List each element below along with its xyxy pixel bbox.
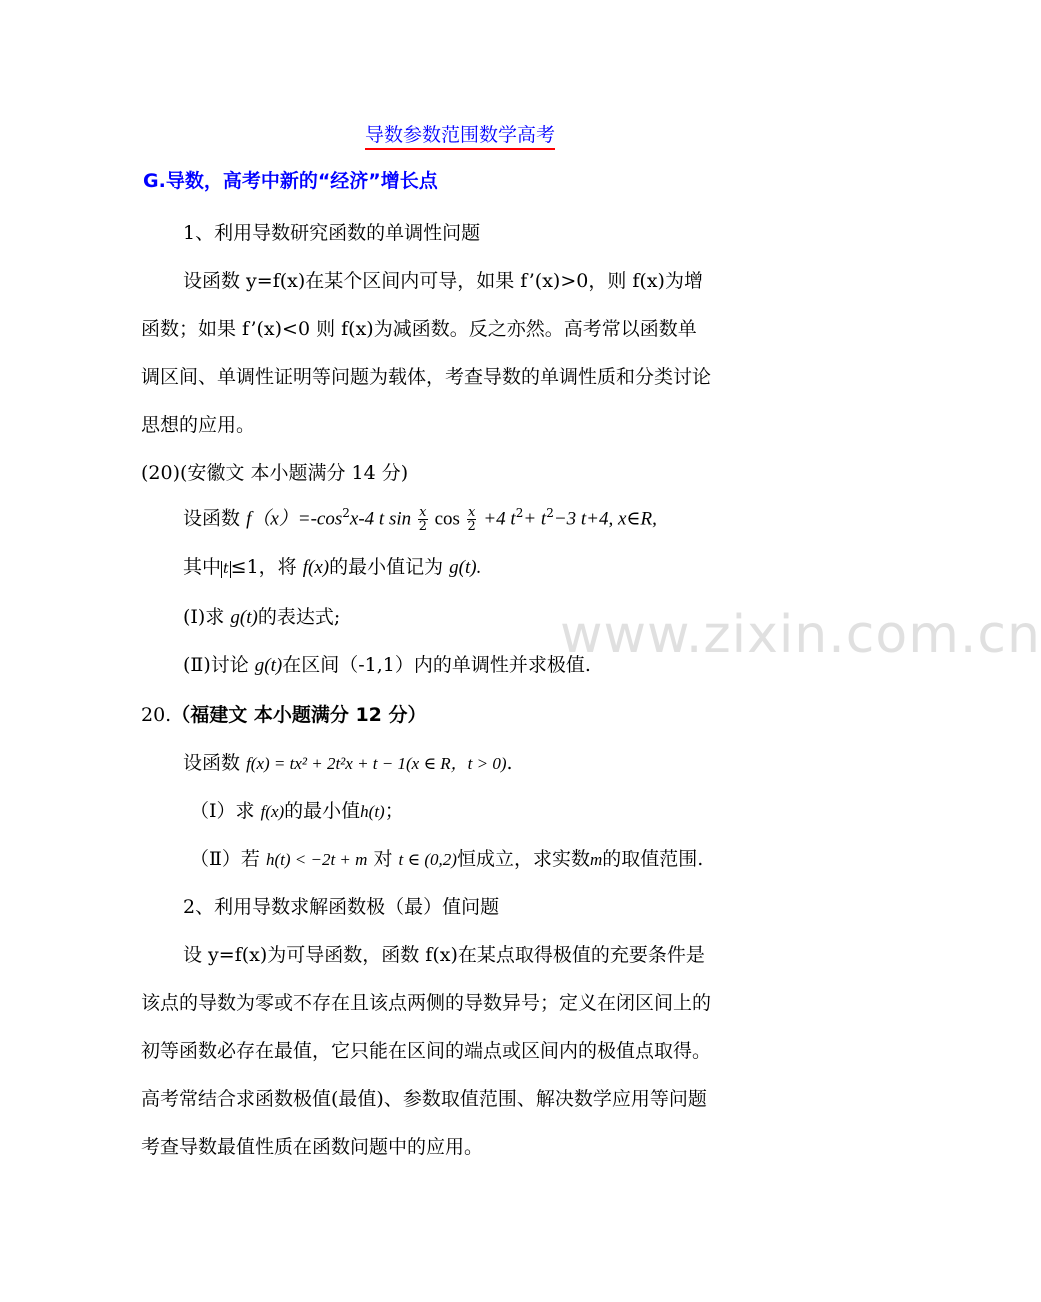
page-title (0, 124, 920, 147)
q1b-ht: h(t) (360, 802, 385, 821)
q2-gt: g(t) (254, 655, 283, 676)
q2-post: 在区间（-1,1）内的单调性并求极值. (282, 654, 591, 676)
q1-pre: (Ⅰ)求 (183, 606, 225, 628)
cond-post: 的最小值记为 (329, 556, 444, 578)
func-part-3: cos (434, 508, 460, 530)
q2b-range: t ∈ (0,2) (398, 850, 457, 869)
title-text: 导数参数范围数学高考 (365, 124, 555, 150)
fraction-denominator-2: 2 (467, 519, 476, 534)
abs-t: t (223, 561, 229, 577)
problem-20a-q1 (183, 606, 340, 630)
problem-20b-q2 (190, 848, 703, 871)
cond-fx: f(x) (302, 557, 330, 578)
q2b-pre: （Ⅱ）若 (190, 848, 260, 870)
part2-para-line-1: 设 y=f(x)为可导函数，函数 f(x)在某点取得极值的充要条件是 (183, 944, 705, 966)
problem-20b-header (141, 704, 427, 727)
part2-heading: 2、利用导数求解函数极（最）值问题 (183, 896, 500, 918)
fraction-half-x-2 (467, 506, 476, 533)
q2b-mid2: 恒成立，求实数 (456, 848, 590, 870)
part2-para-line-3: 初等函数必存在最值，它只能在区间的端点或区间内的极值点取得。 (141, 1040, 712, 1062)
q1b-fx: f(x) (260, 802, 285, 821)
cond-gt: g(t). (449, 557, 482, 578)
exp-2: 2 (342, 506, 350, 521)
q2b-m: m (589, 850, 603, 869)
fraction-half-x (418, 506, 427, 533)
func-part-1: f（x）=-cos (246, 508, 343, 530)
q1b-post: ； (384, 800, 404, 822)
q2-pre: (Ⅱ)讨论 (183, 654, 249, 676)
q2b-post: 的取值范围. (602, 848, 704, 870)
part1-para-line-2: 函数；如果 f’(x)<0 则 f(x)为减函数。反之亦然。高考常以函数单 (141, 318, 697, 340)
exp-2b: 2 (515, 506, 524, 521)
q2b-mid: 对 (373, 848, 393, 870)
section-heading: G.导数，高考中新的“经济”增长点 (143, 170, 438, 192)
cond-pre: 其中 (183, 556, 222, 578)
q1-gt: g(t) (230, 607, 258, 628)
part1-para-line-4: 思想的应用。 (141, 414, 256, 436)
func-part-5: + t (523, 508, 547, 530)
fraction-numerator-2: x (467, 505, 476, 520)
fraction-denominator: 2 (418, 519, 427, 534)
problem-20a-q2 (183, 654, 591, 678)
problem-20b-q1 (190, 800, 404, 823)
header-text: （福建文 本小题满分 12 分） (171, 704, 427, 726)
q1-post: 的表达式; (257, 606, 341, 628)
func-part-4: +4 t (483, 508, 516, 530)
header-num: 20. (141, 704, 172, 726)
problem-20b-func: f(x) = tx² + 2t²x + t − 1(x ∈ R，t > 0) (246, 754, 507, 773)
q2b-expr: h(t) < −2t + m (265, 850, 368, 869)
problem-20b-function (183, 752, 513, 775)
problem-20b-intro: 设函数 (183, 752, 241, 774)
part1-para-line-1: 设函数 y=f(x)在某个区间内可导，如果 f’(x)>0，则 f(x)为增 (183, 270, 703, 292)
func-part-6: −3 t+4, x∈R, (553, 508, 657, 530)
part2-para-line-4: 高考常结合求函数极值(最值)、参数取值范围、解决数学应用等问题 (141, 1088, 707, 1110)
fraction-numerator: x (419, 505, 427, 520)
part2-para-line-5: 考查导数最值性质在函数问题中的应用。 (141, 1136, 484, 1158)
problem-20a-intro: 设函数 (183, 507, 241, 530)
problem-20a-function (183, 506, 657, 533)
part1-heading: 1、利用导数研究函数的单调性问题 (183, 222, 481, 244)
cond-mid: ≤1，将 (230, 556, 297, 578)
q1b-mid: 的最小值 (284, 800, 361, 822)
part1-para-line-3: 调区间、单调性证明等问题为载体，考查导数的单调性质和分类讨论 (141, 366, 712, 388)
watermark: www.zixin.com.cn (560, 605, 1041, 665)
part2-para-line-2: 该点的导数为零或不存在且该点两侧的导数异号；定义在闭区间上的 (141, 992, 712, 1014)
problem-20a-condition (183, 556, 481, 580)
func-part-2: x-4 t sin (349, 508, 412, 530)
q1b-pre: （Ⅰ）求 (190, 800, 255, 822)
exp-2c: 2 (546, 506, 554, 521)
problem-20a-header: (20)(安徽文 本小题满分 14 分) (141, 462, 409, 484)
func-end: . (506, 752, 513, 774)
